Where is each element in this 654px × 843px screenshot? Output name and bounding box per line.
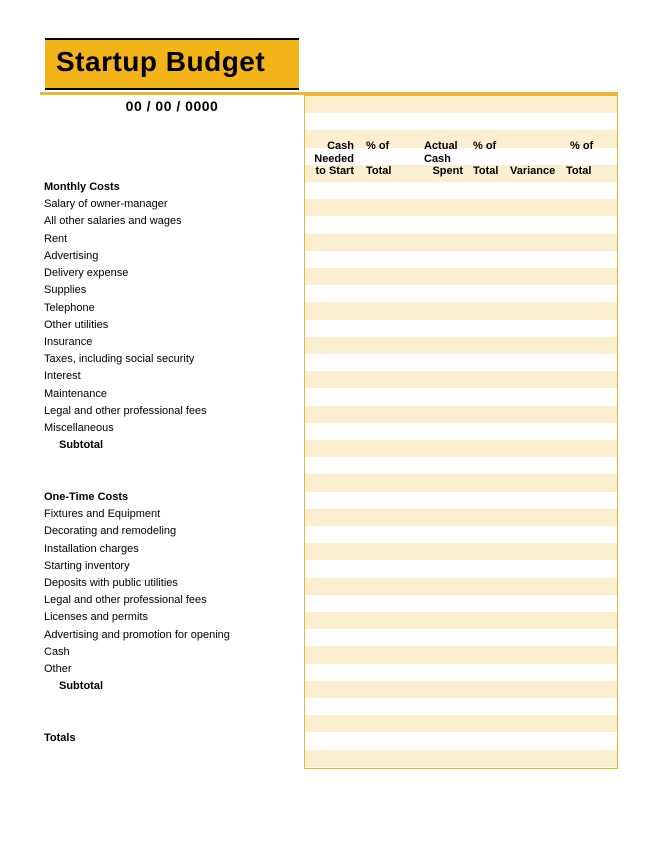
grid-row-band[interactable] — [305, 715, 617, 732]
grid-row-band[interactable] — [305, 337, 617, 354]
grid-row-band[interactable] — [305, 388, 617, 405]
col-header-line: Actual — [424, 140, 458, 152]
row-label: Other — [44, 663, 72, 675]
col-header-line: % of — [473, 140, 497, 152]
grid-row-band[interactable] — [305, 646, 617, 663]
row-label: Starting inventory — [44, 560, 130, 572]
grid-row-band[interactable] — [305, 320, 617, 337]
col-header-pct-total-3 — [566, 140, 606, 178]
col-header-line: % of — [366, 140, 390, 152]
col-header-cash-needed — [310, 140, 354, 178]
budget-grid[interactable] — [304, 95, 618, 769]
grid-row-band[interactable] — [305, 251, 617, 268]
col-header-line: Cash — [327, 140, 354, 152]
grid-row-band[interactable] — [305, 543, 617, 560]
row-label: All other salaries and wages — [44, 215, 182, 227]
row-label: Fixtures and Equipment — [44, 508, 161, 520]
grid-row-band[interactable] — [305, 560, 617, 577]
row-label: Rent — [44, 233, 68, 245]
grid-row-band[interactable] — [305, 595, 617, 612]
grid-row-band[interactable] — [305, 216, 617, 233]
grid-row-band[interactable] — [305, 526, 617, 543]
grid-row-band[interactable] — [305, 199, 617, 216]
col-header-line: Total — [566, 165, 592, 177]
section-heading-one-time: One-Time Costs — [44, 491, 129, 503]
grid-row-band[interactable] — [305, 664, 617, 681]
row-label: Legal and other professional fees — [44, 594, 207, 606]
col-header-pct-total-2 — [473, 140, 507, 178]
row-label: Salary of owner-manager — [44, 198, 168, 210]
row-label: Cash — [44, 646, 70, 658]
grid-row-band[interactable] — [305, 354, 617, 371]
col-header-pct-total-1 — [366, 140, 406, 178]
row-label: Decorating and remodeling — [44, 525, 177, 537]
grid-row-band[interactable] — [305, 732, 617, 749]
grid-row-band[interactable] — [305, 96, 617, 113]
grid-row-band[interactable] — [305, 440, 617, 457]
row-label: Taxes, including social security — [44, 353, 195, 365]
date-field[interactable]: 00 / 00 / 0000 — [125, 98, 219, 114]
grid-row-band[interactable] — [305, 629, 617, 646]
row-label: Other utilities — [44, 319, 109, 331]
grid-row-band[interactable] — [305, 474, 617, 491]
col-header-line: Total — [473, 165, 499, 177]
row-label: Delivery expense — [44, 267, 129, 279]
grid-row-band[interactable] — [305, 612, 617, 629]
col-header-line: Total — [366, 165, 392, 177]
totals-label: Totals — [44, 732, 76, 744]
grid-row-band[interactable] — [305, 681, 617, 698]
row-label: Advertising — [44, 250, 99, 262]
one-time-subtotal-label: Subtotal — [59, 680, 103, 692]
row-label: Maintenance — [44, 388, 107, 400]
row-label: Telephone — [44, 302, 95, 314]
grid-row-band[interactable] — [305, 492, 617, 509]
col-header-line: Spent — [432, 165, 463, 177]
section-heading-monthly: Monthly Costs — [44, 181, 120, 193]
page-title: Startup Budget — [56, 46, 266, 77]
grid-row-band[interactable] — [305, 234, 617, 251]
col-header-line: Needed — [314, 152, 354, 165]
title-banner — [45, 38, 299, 90]
col-header-line: Variance — [510, 165, 556, 177]
grid-row-band[interactable] — [305, 457, 617, 474]
row-label: Installation charges — [44, 543, 139, 555]
grid-row-band[interactable] — [305, 406, 617, 423]
grid-row-band[interactable] — [305, 698, 617, 715]
monthly-subtotal-label: Subtotal — [59, 439, 103, 451]
row-label: Legal and other professional fees — [44, 405, 207, 417]
grid-row-band[interactable] — [305, 285, 617, 302]
row-label: Interest — [44, 370, 81, 382]
row-label: Insurance — [44, 336, 93, 348]
grid-row-band[interactable] — [305, 423, 617, 440]
grid-row-band[interactable] — [305, 302, 617, 319]
row-label: Licenses and permits — [44, 611, 148, 623]
grid-row-band[interactable] — [305, 182, 617, 199]
grid-row-band[interactable] — [305, 767, 617, 769]
col-header-line: Cash — [424, 152, 451, 165]
grid-row-band[interactable] — [305, 371, 617, 388]
col-header-variance — [510, 165, 560, 178]
grid-row-band[interactable] — [305, 113, 617, 130]
col-header-line: % of — [570, 140, 594, 152]
col-header-line: to Start — [315, 165, 354, 177]
grid-row-band[interactable] — [305, 268, 617, 285]
grid-row-band[interactable] — [305, 509, 617, 526]
grid-row-band[interactable] — [305, 578, 617, 595]
row-label: Supplies — [44, 284, 87, 296]
row-label: Miscellaneous — [44, 422, 114, 434]
col-header-actual-cash — [418, 140, 463, 178]
grid-row-band[interactable] — [305, 750, 617, 767]
row-label: Deposits with public utilities — [44, 577, 178, 589]
row-label: Advertising and promotion for opening — [44, 629, 230, 641]
